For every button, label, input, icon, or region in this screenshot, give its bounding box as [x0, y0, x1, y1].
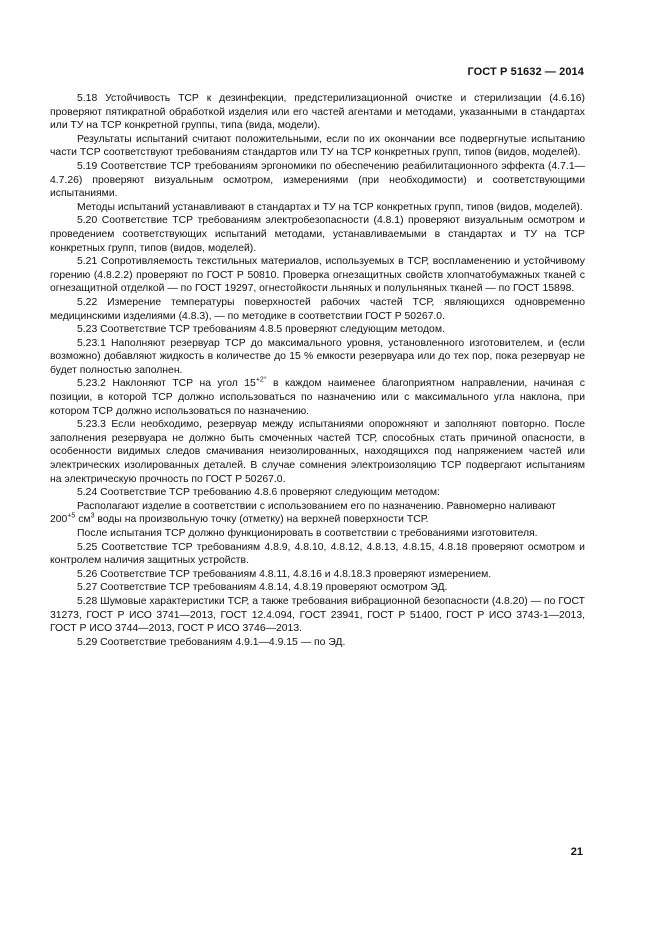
paragraph-5-29: 5.29 Соответствие требованиям 4.9.1—4.9.15 — по ЭД.: [77, 636, 346, 648]
document-body: [50, 92, 585, 649]
paragraph-5-23: 5.23 Соответствие ТСР требованиям 4.8.5 проверяют следующим методом.: [77, 324, 445, 336]
text-segment: в каждом наименее благоприятном направлении, начиная с позиции, в которой ТСР должно использоваться по назначению или с максимального угла наклона, при котором ТСР должно использоваться по назначению.: [50, 378, 585, 417]
superscript-cubic: 3: [90, 512, 95, 520]
paragraph-5-22: 5.22 Измерение температуры поверхностей рабочих частей ТСР, являющихся одновременно медицинскими изделиями (4.8.3), — по методике в соответствии ГОСТ Р 50267.0.: [50, 296, 585, 322]
paragraph-5-23-3: 5.23.3 Если необходимо, резервуар между испытаниями опорожняют и заполняют повторно. После заполнения резервуара не должно быть смоченных частей ТСР, способных стать причиной опасности, в особенности видимых следов смачивания неизолированных, находящихся под напряжением частей или электрических изолированных деталей. В случае сомнения электроизоляцию ТСР подвергают испытаниям на электрическую прочность по ГОСТ Р 50267.0.: [50, 419, 585, 485]
paragraph-5-25: 5.25 Соответствие ТСР требованиям 4.8.9, 4.8.10, 4.8.12, 4.8.13, 4.8.15, 4.8.18 проверяют осмотром и контролем наличия защитных устройств.: [50, 541, 585, 567]
paragraph-results: Результаты испытаний считают положительными, если по их окончании все подвергнутые испытанию части ТСР соответствуют требованиям стандартов или ТУ на ТСР конкретных групп, типов (видов, моделей).: [50, 133, 585, 159]
paragraph-5-23-1: 5.23.1 Наполняют резервуар ТСР до максимального уровня, установленного изготовителем, и (если возможно) добавляют жидкость в количестве до 15 % емкости резервуара или до тех пор, пока резервуар не будет полностью заполнен.: [50, 337, 585, 376]
volume-value: 200: [50, 514, 68, 526]
paragraph-water-volume: [50, 513, 585, 527]
paragraph-5-23-2: [50, 377, 585, 418]
superscript-tolerance: +2°: [255, 377, 267, 384]
text-segment: воды на произвольную точку (отметку) на верхней поверхности ТСР.: [94, 514, 429, 526]
document-header: ГОСТ Р 51632 — 2014: [467, 66, 584, 78]
volume-unit: см: [75, 514, 91, 526]
text-segment: 5.23.2 Наклоняют ТСР на угол 15: [77, 378, 256, 390]
paragraph-5-27: 5.27 Соответствие ТСР требованиям 4.8.14, 4.8.19 проверяют осмотром ЭД.: [77, 582, 448, 594]
paragraph-methods: Методы испытаний устанавливают в стандартах и ТУ на ТСР конкретных групп, типов (видов, моделей).: [77, 201, 583, 213]
page-number: 21: [570, 846, 583, 858]
paragraph-5-21: 5.21 Сопротивляемость текстильных материалов, используемых в ТСР, воспламенению и устойчивому горению (4.8.2.2) проверяют по ГОСТ Р 50810. Проверка огнезащитных свойств хлопчатобумажных тканей с огнезащитной отделкой — по ГОСТ 19297, огнестойкости льняных и полульняных тканей — по ГОСТ 15898.: [50, 256, 585, 295]
paragraph-5-24: 5.24 Соответствие ТСР требованию 4.8.6 проверяют следующим методом:: [77, 487, 440, 499]
paragraph-5-28: 5.28 Шумовые характеристики ТСР, а также требования вибрационной безопасности (4.8.20) — по ГОСТ 31273, ГОСТ Р ИСО 3741—2013, ГОСТ 12.4.094, ГОСТ 23941, ГОСТ Р 51400, ГОСТ Р ИСО 3743-1—2013, ГОСТ Р ИСО 3744—2013, ГОСТ Р ИСО 3746—2013.: [50, 595, 585, 635]
paragraph-5-18: 5.18 Устойчивость ТСР к дезинфекции, предстерилизационной очистке и стерилизации (4.6.16) проверяют пятикратной обработкой изделия или его частей агентами и методами, указанными в стандартах или ТУ на ТСР конкретной группы, типа (вида, модели).: [50, 93, 585, 132]
superscript-tolerance: +5: [67, 512, 76, 520]
paragraph-5-20: 5.20 Соответствие ТСР требованиям электробезопасности (4.8.1) проверяют визуальным осмотром и проведением соответствующих испытаний методами, устанавливаемыми в стандартах и ТУ на ТСР конкретных групп, типов (видов, моделей).: [50, 215, 585, 254]
paragraph-5-19: 5.19 Соответствие ТСР требованиям эргономики по обеспечению реабилитационного эффекта (4.7.1—4.7.26) проверяют визуальным осмотром, измерениями (при необходимости) и соответствующими испытаниями.: [50, 160, 585, 200]
paragraph-placement: Располагают изделие в соответствии с использованием его по назначению. Равномерно наливают: [77, 500, 556, 512]
paragraph-after-test: После испытания ТСР должно функционировать в соответствии с требованиями изготовителя.: [77, 528, 538, 539]
paragraph-5-26: 5.26 Соответствие ТСР требованиям 4.8.11, 4.8.16 и 4.8.18.3 проверяют измерением.: [77, 568, 492, 580]
